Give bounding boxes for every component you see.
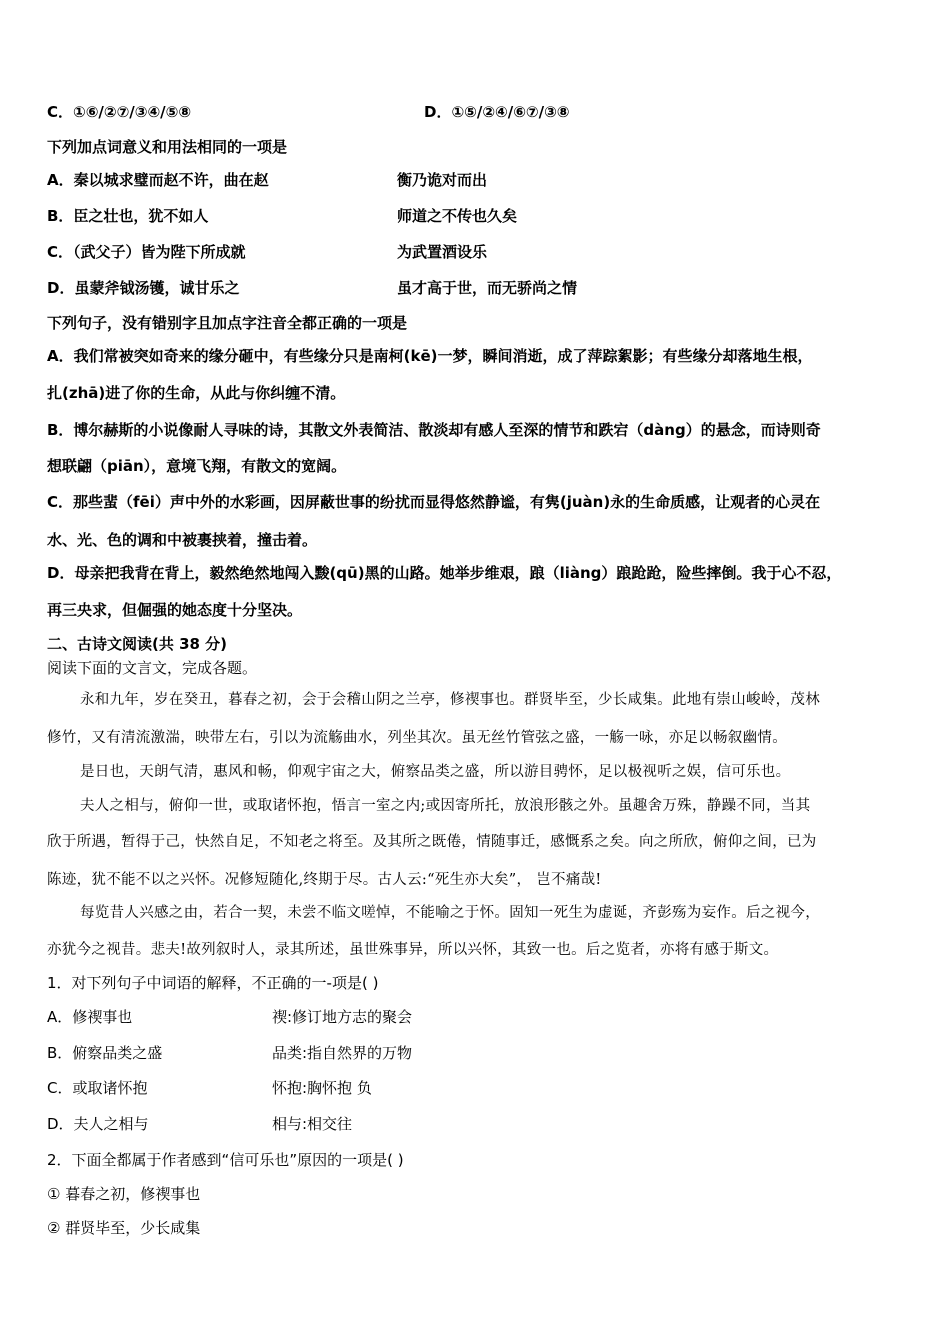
passage-line: 是日也，天朗气清，惠风和畅，仰观宇宙之大，俯察品类之盛，所以游目骋怀，足以极视听之娱，信可乐也。 xyxy=(80,764,791,780)
option-left: B．臣之壮也，犹不如人 xyxy=(47,207,209,225)
passage-line: 永和九年，岁在癸丑，暮春之初，会于会稽山阴之兰亭，修禊事也。群贤毕至，少长咸集。此地有崇山峻岭，茂林 xyxy=(80,692,820,708)
option-right: 衡乃诡对而出 xyxy=(397,171,488,189)
option-row xyxy=(47,1007,413,1027)
option-row xyxy=(47,278,578,298)
passage-line: 欣于所遇，暂得于己，快然自足，不知老之将至。及其所之既倦，情随事迁，感慨系之矣。向之所欣，俯仰之间，已为 xyxy=(47,834,817,850)
option-line: D．母亲把我背在背上，毅然绝然地闯入黢(qū)黑的山路。她举步维艰，踉（liàng）踉跄跄，险些摔倒。我于心不忍， xyxy=(47,564,842,582)
option-line: A．我们常被突如奇来的缘分砸中，有些缘分只是南柯(kē)一梦，瞬间消逝，成了萍踪絮影；有些缘分却落地生根， xyxy=(47,347,813,365)
option-row xyxy=(47,242,488,262)
option-line: 再三央求，但倔强的她态度十分坚决。 xyxy=(47,601,303,619)
question-stem: 下列句子，没有错别字且加点字注音全都正确的一项是 xyxy=(47,314,408,332)
option-right: 品类:指自然界的万物 xyxy=(272,1044,413,1062)
passage-line: 亦犹今之视昔。悲夫!故列叙时人，录其所述，虽世殊事异，所以兴怀，其致一也。后之览者，亦将有感于斯文。 xyxy=(47,942,779,958)
option-right: 师道之不传也久矣 xyxy=(397,207,518,225)
list-item: ① 暮春之初，修禊事也 xyxy=(47,1185,201,1203)
option-line: C．那些蜚（fēi）声中外的水彩画，因屏蔽世事的纷扰而显得悠然静谧，有隽(juàn)永的生命质感，让观者的心灵在 xyxy=(47,493,821,511)
option-left: A．秦以城求璧而赵不许，曲在赵 xyxy=(47,171,269,189)
option-row xyxy=(47,170,488,190)
option-right: 为武置酒设乐 xyxy=(397,243,488,261)
option-right: 相与:相交往 xyxy=(272,1115,353,1133)
list-item: ② 群贤毕至，少长咸集 xyxy=(47,1219,201,1237)
option-row xyxy=(47,206,518,226)
question-stem: 2．下面全都属于作者感到“信可乐也”原因的一项是( ) xyxy=(47,1151,404,1169)
option-left: C．或取诸怀抱 xyxy=(47,1079,148,1097)
option-c: C．①⑥/②⑦/③④/⑤⑧ xyxy=(47,103,192,121)
option-row xyxy=(47,1078,372,1098)
option-left: D．虽蒙斧钺汤镬，诚甘乐之 xyxy=(47,279,240,297)
option-row xyxy=(47,102,570,122)
option-line: B．博尔赫斯的小说像耐人寻味的诗，其散文外表简洁、散淡却有感人至深的情节和跌宕（dàng）的悬念，而诗则奇 xyxy=(47,421,821,439)
option-right: 虽才高于世，而无骄尚之情 xyxy=(397,279,578,297)
option-line: 水、光、色的调和中被裹挟着，撞击着。 xyxy=(47,531,318,549)
passage-line: 陈迹，犹不能不以之兴怀。况修短随化,终期于尽。古人云:“死生亦大矣”， 岂不痛哉! xyxy=(47,872,602,888)
question-stem: 1．对下列句子中词语的解释，不正确的一-项是( ) xyxy=(47,974,379,992)
option-left: C．（武父子）皆为陛下所成就 xyxy=(47,243,246,261)
option-left: A．修禊事也 xyxy=(47,1008,133,1026)
option-left: B．俯察品类之盛 xyxy=(47,1044,163,1062)
passage-line: 夫人之相与，俯仰一世，或取诸怀抱，悟言一室之内;或因寄所托，放浪形骸之外。虽趣舍万殊，静躁不同，当其 xyxy=(80,798,811,814)
option-row xyxy=(47,1043,413,1063)
option-left: D．夫人之相与 xyxy=(47,1115,149,1133)
passage-line: 修竹，又有清流激湍，映带左右，引以为流觞曲水，列坐其次。虽无丝竹管弦之盛，一觞一咏，亦足以畅叙幽情。 xyxy=(47,730,787,746)
option-d: D．①⑤/②④/⑥⑦/③⑧ xyxy=(424,103,570,121)
passage-line: 每览昔人兴感之由，若合一契，未尝不临文嗟悼，不能喻之于怀。固知一死生为虚诞，齐彭殇为妄作。后之视今， xyxy=(80,905,820,921)
question-stem: 下列加点词意义和用法相同的一项是 xyxy=(47,138,288,156)
section-instruction: 阅读下面的文言文，完成各题。 xyxy=(47,659,258,677)
option-line: 想联翩（piān），意境飞翔，有散文的宽阔。 xyxy=(47,457,347,475)
section-title: 二、古诗文阅读(共 38 分) xyxy=(47,635,228,653)
option-row xyxy=(47,1114,353,1134)
option-right: 怀抱:胸怀抱 负 xyxy=(272,1079,372,1097)
option-right: 禊:修订地方志的聚会 xyxy=(272,1008,413,1026)
option-line: 扎(zhā)进了你的生命，从此与你纠缠不清。 xyxy=(47,384,346,402)
